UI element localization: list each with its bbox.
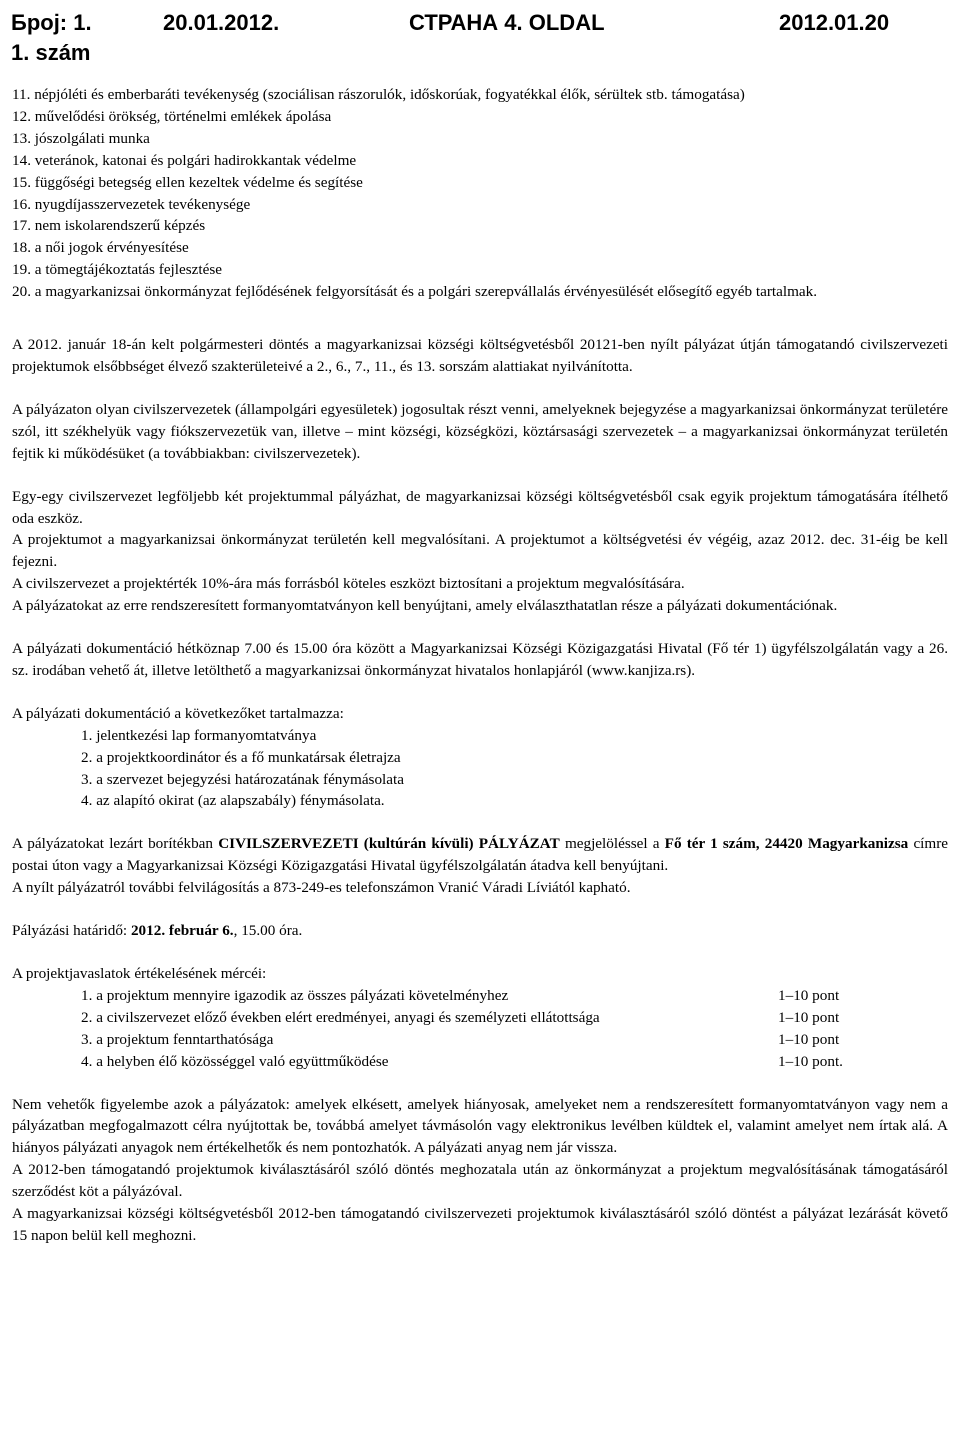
- criterion-label: 3. a projektum fenntarthatósága: [81, 1030, 274, 1048]
- list-item: [12, 259, 948, 281]
- submission-text: címre postai úton vagy a Magyarkanizsai Községi Közigazgatási Hivatal ügyfélszolgálatán átadva kell benyújtani.: [12, 835, 949, 875]
- article-body: [12, 84, 948, 1247]
- issue-serbian: Број: 1.: [11, 10, 92, 35]
- date-right: 2012.01.20: [779, 10, 890, 35]
- table-row: [12, 1007, 843, 1029]
- rules-paragraph: A projektumot a magyarkanizsai önkormányzat területén kell megvalósítani. A projektumot a költségvetési év végéig, azaz 2012. dec. 31-éig be kell fejezni.: [12, 531, 948, 571]
- list-item-number: 18.: [12, 239, 31, 257]
- page-header: [11, 8, 951, 70]
- list-item: 3. a szervezet bejegyzési határozatának fénymásolata: [81, 770, 404, 788]
- list-item-text: a magyarkanizsai önkormányzat fejlődésének felgyorsítását és a polgári szerepvállalás érvényesülését elősegítő egyéb tartalmak.: [34, 283, 818, 301]
- deadline-date: 2012. február 6.: [130, 922, 234, 940]
- criteria-intro: A projektjavaslatok értékelésének mércéi:: [12, 965, 267, 982]
- list-item-number: 15.: [12, 173, 31, 191]
- criteria-table: [12, 985, 843, 1073]
- criterion-points: 1–10 pont: [778, 1030, 840, 1048]
- exclusion-paragraph: Nem vehetők figyelembe azok a pályázatok: amelyek elkésett, amelyek hiányosak, amelyeket nem a rendszeresített formanyomtatványon vagy nem a pályázatban megfogalmazott célra nyújtottak be, továbbá amelyet távmásolón vagy elektronikus levélben küldtek el, valamint amelyet nem írtak alá. A hiányos pályázati anyagok nem értékelhetők és nem pontozhatók. A pályázati anyag nem jár vissza.: [12, 1095, 948, 1157]
- list-item-text: a tömegtájékoztatás fejlesztése: [34, 261, 222, 279]
- list-item-number: 19.: [12, 261, 31, 279]
- list-item-text: művelődési örökség, történelmi emlékek ápolása: [34, 107, 332, 125]
- list-item: [12, 106, 948, 128]
- doc-contents-list: [12, 725, 948, 813]
- criterion-label: 2. a civilszervezet előző években elért eredményei, anyagi és személyzeti ellátottsága: [81, 1008, 600, 1026]
- list-item-text: függőségi betegség ellen kezeltek védelme és segítése: [34, 173, 363, 191]
- list-item: 1. jelentkezési lap formanyomtatványa: [81, 726, 317, 744]
- list-item-number: 16.: [12, 195, 31, 213]
- info-line: A nyílt pályázatról további felvilágosítás a 873-249-es telefonszámon Vranić Váradi Líviától kapható.: [12, 879, 631, 897]
- submission-label-bold: CIVILSZERVEZETI (kultúrán kívüli) PÁLYÁZAT: [218, 835, 560, 853]
- deadline-label: Pályázási határidő:: [12, 922, 131, 940]
- criterion-label: 1. a projektum mennyire igazodik az összes pályázati követelményhez: [81, 986, 509, 1004]
- list-item-number: 20.: [12, 283, 31, 301]
- list-item: 4. az alapító okirat (az alapszabály) fénymásolata.: [81, 792, 385, 810]
- date-left: 20.01.2012.: [163, 10, 280, 35]
- list-item: [12, 215, 948, 237]
- decision-paragraph: A 2012. január 18-án kelt polgármesteri döntés a magyarkanizsai községi költségvetésből 20121-ben nyílt pályázat útján támogatandó civilszervezeti projektumok elsőbbséget élvező szakterületeivé a 2., 6., 7., 11., és 13. sorszám alattiakat nyilvánította.: [12, 336, 948, 375]
- list-item-text: a női jogok érvényesítése: [34, 239, 189, 257]
- list-item: [12, 172, 948, 194]
- table-row: [12, 1051, 843, 1073]
- criterion-label: 4. a helyben élő közösséggel való együttműködése: [81, 1052, 389, 1070]
- criterion-points: 1–10 pont: [778, 986, 840, 1004]
- contract-paragraph: A 2012-ben támogatandó projektumok kiválasztásáról szóló döntés meghozatala után az önkormányzat a projektum megvalósításának támogatásáról szerződést köt a pályázóval.: [12, 1161, 948, 1201]
- table-row: [12, 985, 843, 1007]
- criterion-points: 1–10 pont.: [778, 1052, 843, 1070]
- deadline-line: [12, 920, 948, 942]
- list-item: 2. a projektkoordinátor és a fő munkatársak életrajza: [81, 748, 401, 766]
- list-item-text: nem iskolarendszerű képzés: [34, 217, 206, 235]
- list-item: [12, 281, 948, 303]
- list-item: [12, 194, 948, 216]
- criterion-points: 1–10 pont: [778, 1008, 840, 1026]
- list-item-number: 13.: [12, 129, 31, 147]
- submission-text: megjelöléssel a: [559, 835, 665, 853]
- eligibility-paragraph: A pályázaton olyan civilszervezetek (állampolgári egyesületek) jogosultak részt venni, amelyeknek bejegyzése a magyarkanizsai önkormányzat területére szól, itt székhelyük vagy fiókszervezetük van, illetve – mint községi, községközi, köztársasági szervezetek – a magyarkanizsai önkormányzat területén fejtik ki működésüket (a továbbiakban: civilszervezetek).: [12, 400, 948, 462]
- issue-number: 1. szám: [11, 40, 91, 65]
- list-item-text: népjóléti és emberbaráti tevékenység (szociálisan rászorulók, időskorúak, fogyatékkal élők, sérültek stb. támogatása): [34, 86, 745, 103]
- list-item-number: 11.: [12, 86, 31, 103]
- doc-contents-intro: A pályázati dokumentáció a következőket tartalmazza:: [12, 704, 344, 722]
- list-item: [12, 84, 948, 106]
- list-item-number: 14.: [12, 151, 31, 169]
- documentation-paragraph: A pályázati dokumentáció hétköznap 7.00 és 15.00 óra között a Magyarkanizsai Községi Közigazgatási Hivatal (Fő tér 1) ügyfélszolgálatán vagy a 26. sz. irodában vehető át, illetve letölthető a magyarkanizsai önkormányzat hivatalos honlapjáról (www.kanjiza.rs).: [12, 640, 948, 679]
- rules-paragraph: A civilszervezet a projektérték 10%-ára más forrásból köteles eszközt biztosítani a projektum megvalósítására.: [12, 575, 685, 593]
- list-item-text: jószolgálati munka: [34, 129, 150, 147]
- list-item: [12, 237, 948, 259]
- list-item: [12, 150, 948, 172]
- priority-area-list: [12, 84, 948, 303]
- list-item-text: nyugdíjasszervezetek tevékenysége: [34, 195, 251, 213]
- list-item-number: 12.: [12, 107, 31, 125]
- rules-paragraph: A pályázatokat az erre rendszeresített formanyomtatványon kell benyújtani, amely elválaszthatatlan része a pályázati dokumentációnak.: [12, 597, 838, 615]
- list-item-text: veteránok, katonai és polgári hadirokkantak védelme: [34, 151, 357, 169]
- page-label: СТРАНА 4. OLDAL: [409, 10, 605, 35]
- submission-paragraph: [12, 833, 948, 877]
- table-row: [12, 1029, 843, 1051]
- list-item-number: 17.: [12, 217, 31, 235]
- decision-deadline-paragraph: A magyarkanizsai községi költségvetésből 2012-ben támogatandó civilszervezeti projektumok kiválasztásáról szóló döntést a pályázat lezárását követő 15 napon belül kell meghozni.: [12, 1205, 948, 1244]
- deadline-time: , 15.00 óra.: [233, 922, 303, 940]
- submission-text: A pályázatokat lezárt borítékban: [12, 835, 219, 853]
- submission-address-bold: Fő tér 1 szám, 24420 Magyarkanizsa: [664, 835, 909, 853]
- rules-paragraph: Egy-egy civilszervezet legföljebb két projektummal pályázhat, de magyarkanizsai községi költségvetésből csak egyik projektum támogatására ítélhető oda eszköz.: [12, 487, 948, 527]
- list-item: [12, 128, 948, 150]
